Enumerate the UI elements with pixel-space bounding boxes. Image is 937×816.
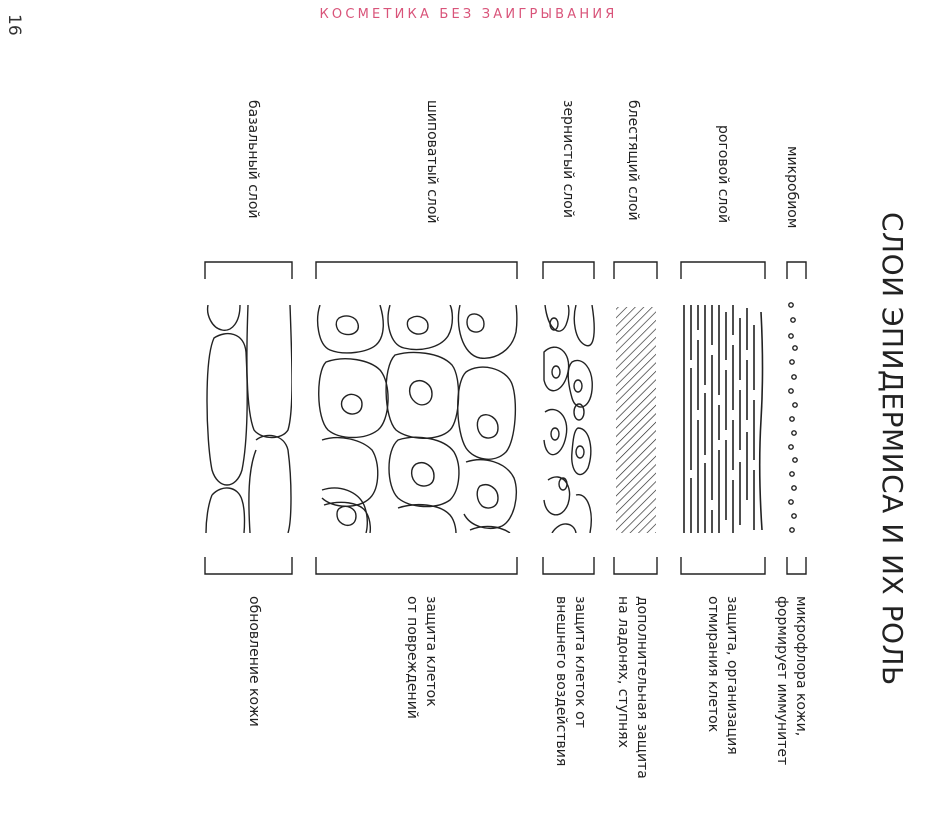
bracket-bottom-corneum	[681, 557, 765, 574]
layer-role-stratum-granulosum: защита клеток от внешнего воздействия	[553, 596, 588, 767]
layer-name-microbiome: микробиом	[784, 146, 800, 229]
microbiome-dots	[789, 303, 797, 532]
lucidum-hatch	[616, 307, 656, 533]
bracket-top-lucidum	[614, 262, 657, 279]
layer-name-stratum-corneum: роговой слой	[715, 125, 731, 224]
bracket-top-microbiome	[787, 262, 806, 279]
bracket-bottom-spinosum	[316, 557, 517, 574]
spinosum-cells	[318, 305, 517, 533]
page-number: 16	[4, 14, 24, 36]
layer-role-stratum-corneum: защита, организация отмирания клеток	[705, 596, 740, 755]
bracket-bottom-granulosum	[543, 557, 594, 574]
layer-name-stratum-lucidum: блестящий слой	[625, 100, 641, 221]
basale-cells	[206, 305, 292, 533]
layer-role-microbiome: микрофлора кожи, формирует иммунитет	[774, 596, 809, 766]
bracket-top-spinosum	[316, 262, 517, 279]
running-head: КОСМЕТИКА БЕЗ ЗАИГРЫВАНИЯ	[319, 7, 618, 22]
granulosum-cells	[544, 305, 594, 533]
layer-role-stratum-basale: обновление кожи	[246, 596, 262, 727]
spinosum-nuclei	[336, 314, 498, 525]
bracket-top-corneum	[681, 262, 765, 279]
bracket-bottom-basale	[205, 557, 292, 574]
bracket-bottom-lucidum	[614, 557, 657, 574]
layer-role-stratum-lucidum: дополнительная защита на ладонях, ступнях	[615, 596, 650, 779]
bracket-bottom-microbiome	[787, 557, 806, 574]
layer-role-stratum-spinosum: защита клеток от повреждений	[404, 596, 439, 719]
diagram-title: СЛОИ ЭПИДЕРМИСА И ИХ РОЛЬ	[876, 212, 909, 686]
layer-name-stratum-spinosum: шиповатый слой	[424, 100, 440, 224]
bracket-top-basale	[205, 262, 292, 279]
layer-name-stratum-basale: базальный слой	[245, 100, 261, 219]
corneum-lines	[684, 305, 763, 533]
bracket-top-granulosum	[543, 262, 594, 279]
layer-name-stratum-granulosum: зернистый слой	[560, 100, 576, 218]
